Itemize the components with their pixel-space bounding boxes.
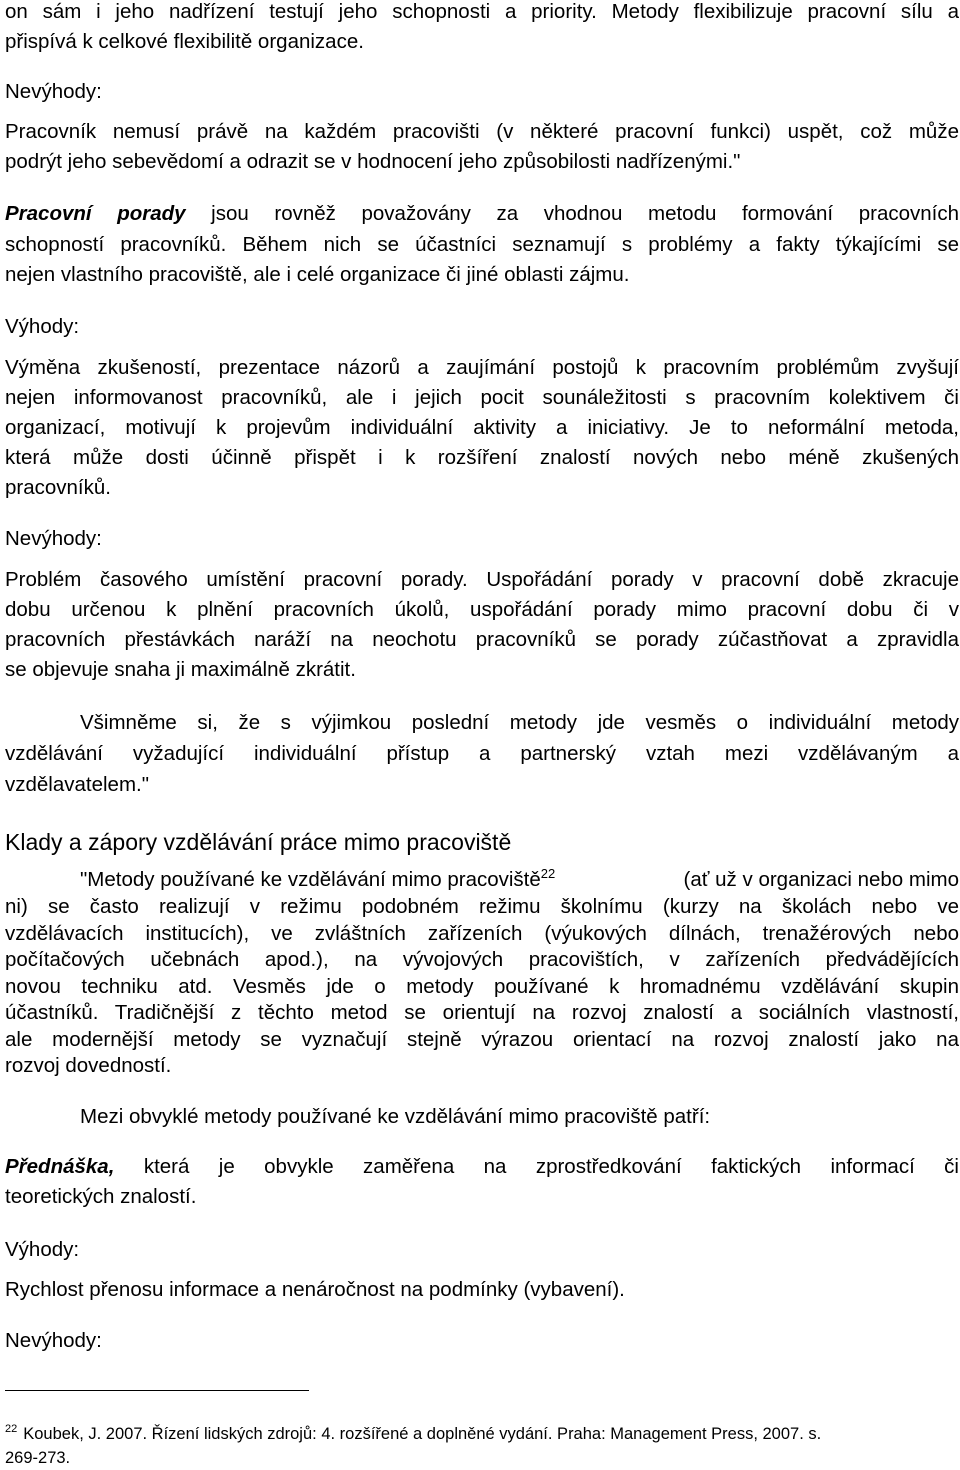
section-heading: Klady a zápory vzdělávání práce mimo pracoviště	[5, 829, 512, 855]
text-line: nejen vlastního pracoviště, ale i celé organizace či jiné oblasti zájmu.	[5, 263, 630, 286]
text-line: Problém časového umístění pracovní porady. Uspořádání porady v pracovní době zkracuje	[5, 568, 959, 591]
text-line: se objevuje snaha ji maximálně zkrátit.	[5, 658, 356, 681]
text-line: která může dosti účinně přispět i k rozšíření znalostí nových nebo méně zkušených	[5, 446, 959, 469]
text-line: on sám i jeho nadřízení testují jeho schopnosti a priority. Metody flexibilizuje pracovní sílu a	[5, 0, 959, 23]
text-line	[5, 1155, 959, 1179]
footnote-ref: 22	[540, 866, 556, 882]
section-label: Výhody:	[5, 315, 80, 338]
text-line: vzdělávání vyžadující individuální přístup a partnerský vztah mezi vzdělávaným a	[5, 742, 959, 765]
term-prednaska: Přednáška,	[5, 1155, 115, 1178]
footnote-mark: 22	[5, 1423, 18, 1435]
section-label: Nevýhody:	[5, 1329, 102, 1352]
text-line: organizací, motivují k projevům individuální aktivity a iniciativy. Je to neformální metoda,	[5, 416, 959, 439]
text-span: jsou rovněž považovány za vhodnou metodu formování pracovních	[211, 202, 959, 225]
text-line: účastníků. Tradičnější z těchto metod se orientují na rozvoj znalostí a sociálních vlastností,	[5, 1001, 959, 1024]
text-line: nejen informovanost pracovníků, ale i jejich pocit sounáležitosti s pracovním kolektivem či	[5, 386, 959, 409]
text-span: "Metody používané ke vzdělávání mimo pracoviště	[80, 868, 541, 891]
text-line: schopností pracovníků. Během nich se účastníci seznamují s problémy a fakty týkajícími se	[5, 233, 959, 256]
text-line: rozvoj dovedností.	[5, 1054, 172, 1077]
text-line: pracovníků.	[5, 476, 111, 499]
footnote-continuation: 269-273.	[5, 1449, 71, 1467]
text-line: přispívá k celkové flexibilitě organizace.	[5, 30, 364, 53]
text-span: (ať už v organizaci nebo mimo	[683, 868, 959, 891]
text-line: vzdělavatelem."	[5, 773, 150, 796]
text-line: Všimněme si, že s výjimkou poslední metody jde vesměs o individuální metody	[80, 711, 959, 734]
text-line	[80, 868, 959, 892]
text-span: která je obvykle zaměřena na zprostředkování faktických informací či	[143, 1155, 959, 1178]
text-line: Rychlost přenosu informace a nenáročnost na podmínky (vybavení).	[5, 1278, 625, 1301]
text-line: Výměna zkušeností, prezentace názorů a zaujímání postojů k pracovním problémům zvyšují	[5, 356, 959, 379]
footnote	[5, 1424, 959, 1444]
text-line: dobu určenou k plnění pracovních úkolů, uspořádání porady mimo pracovní dobu či v	[5, 598, 959, 621]
text-line: ni) se často realizují v režimu podobném režimu školnímu (kurzy na školách nebo ve	[5, 895, 959, 918]
text-line: počítačových učebnách apod.), na vývojových pracovištích, v zařízeních předvádějících	[5, 948, 959, 971]
text-line: Pracovník nemusí právě na každém pracovišti (v některé pracovní funkci) uspět, což může	[5, 120, 959, 143]
section-label: Nevýhody:	[5, 527, 102, 550]
term-pracovni-porady: Pracovní porady	[5, 202, 186, 225]
footnote-separator	[5, 1390, 309, 1391]
text-line: ale modernější metody se vyznačují stejně výrazou orientací na rozvoj znalostí jako na	[5, 1028, 959, 1051]
text-line: podrýt jeho sebevědomí a odrazit se v hodnocení jeho způsobilosti nadřízenými."	[5, 150, 741, 173]
text-line: Mezi obvyklé metody používané ke vzdělávání mimo pracoviště patří:	[80, 1105, 711, 1128]
section-label: Nevýhody:	[5, 80, 102, 103]
text-line: novou techniku atd. Vesměs jde o metody používané k hromadnému vzdělávání skupin	[5, 975, 959, 998]
footnote-text: Koubek, J. 2007. Řízení lidských zdrojů: 4. rozšířené a doplněné vydání. Praha: Management Press, 2007. s.	[23, 1425, 822, 1443]
text-line: teoretických znalostí.	[5, 1185, 197, 1208]
section-label: Výhody:	[5, 1238, 80, 1261]
text-line	[5, 202, 959, 226]
text-line: pracovních přestávkách naráží na neochotu pracovníků se porady zúčastňovat a zpravidla	[5, 628, 959, 651]
text-line: vzdělávacích institucích), ve zvláštních zařízeních (výukových dílnách, trenažérových nebo	[5, 922, 959, 945]
